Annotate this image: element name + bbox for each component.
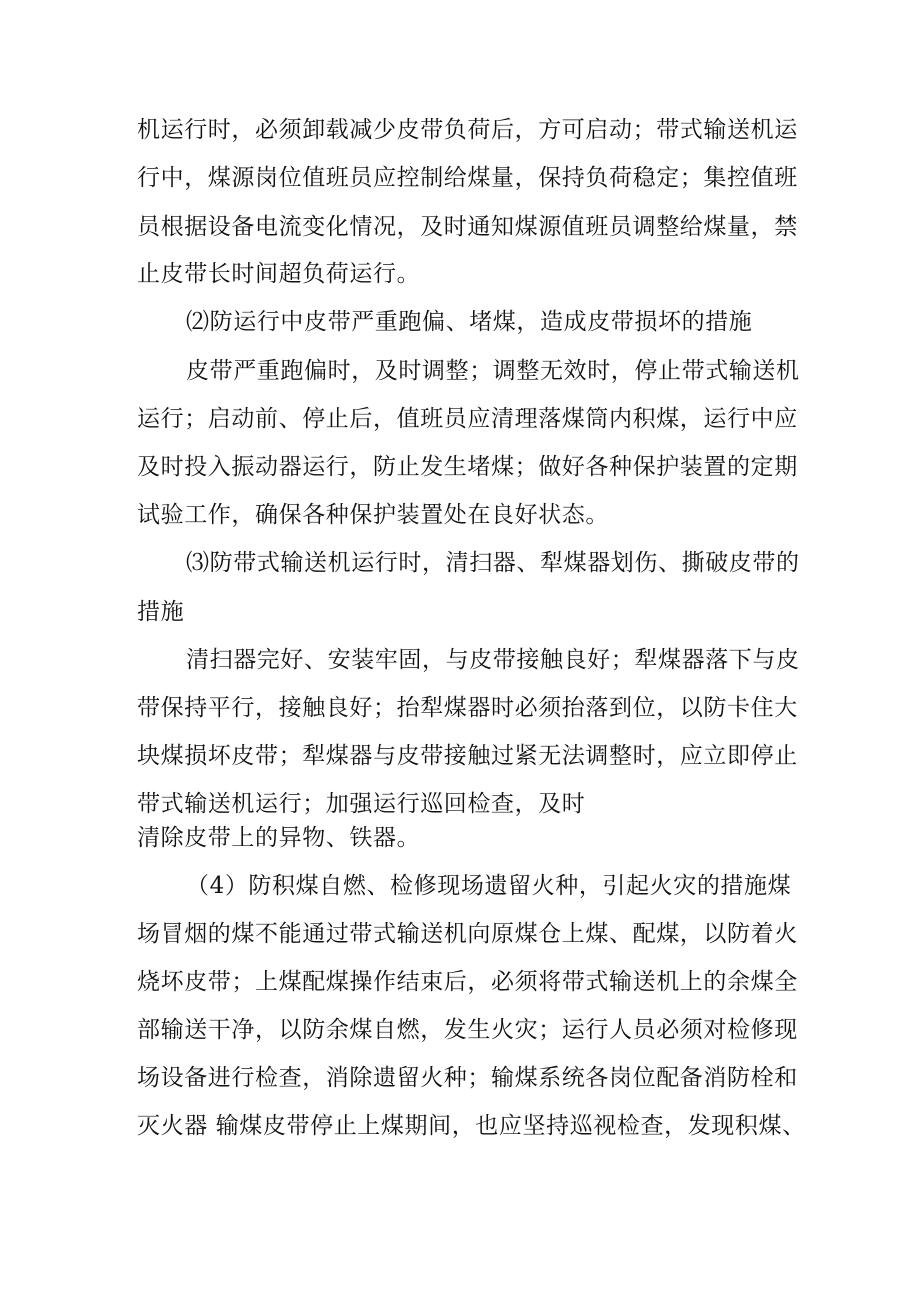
text-line: 员根据设备电流变化情况，及时通知煤源值班员调整给煤量，禁: [137, 214, 798, 240]
text-line: 场冒烟的煤不能通过带式输送机向原煤仓上煤、配煤，以防着火: [137, 921, 798, 947]
text-line: 及时投入振动器运行，防止发生堵煤；做好各种保护装置的定期: [137, 454, 798, 480]
section-heading-2: ⑵防运行中皮带严重跑偏、堵煤，造成皮带损坏的措施: [186, 309, 753, 335]
text-line: 带保持平行，接触良好；抬犁煤器时必须抬落到位，以防卡住大: [137, 695, 798, 721]
text-line: 试验工作，确保各种保护装置处在良好状态。: [137, 502, 609, 528]
text-line: 清除皮带上的异物、铁器。: [137, 825, 421, 851]
text-line: 清扫器完好、安装牢固，与皮带接触良好；犁煤器落下与皮: [186, 647, 800, 673]
text-line: 带式输送机运行；加强运行巡回检查，及时: [137, 791, 586, 817]
section-heading-4: （4）防积煤自燃、检修现场遗留火种，引起火灾的措施煤: [186, 873, 792, 899]
text-line: 皮带严重跑偏时，及时调整；调整无效时，停止带式输送机: [186, 358, 800, 384]
text-line: 场设备进行检查，消除遗留火种；输煤系统各岗位配备消防栓和: [137, 1065, 798, 1091]
text-line: 行中，煤源岗位值班员应控制给煤量，保持负荷稳定；集控值班: [137, 165, 798, 191]
text-line: 块煤损坏皮带；犁煤器与皮带接触过紧无法调整时，应立即停止: [137, 743, 798, 769]
text-line: 机运行时，必须卸载减少皮带负荷后，方可启动；带式输送机运: [137, 117, 798, 143]
section-heading-3: ⑶防带式输送机运行时，清扫器、犁煤器划伤、撕破皮带的: [186, 550, 800, 576]
text-line: 部输送干净，以防余煤自燃，发生火灾；运行人员必须对检修现: [137, 1017, 798, 1043]
text-line: 烧坏皮带；上煤配煤操作结束后，必须将带式输送机上的余煤全: [137, 969, 798, 995]
text-line: 灭火器 输煤皮带停止上煤期间，也应坚持巡视检查，发现积煤、: [137, 1113, 806, 1139]
text-line: 运行；启动前、停止后，值班员应清理落煤筒内积煤，运行中应: [137, 406, 798, 432]
text-line: 止皮带长时间超负荷运行。: [137, 261, 421, 287]
section-heading-3-cont: 措施: [137, 599, 185, 625]
